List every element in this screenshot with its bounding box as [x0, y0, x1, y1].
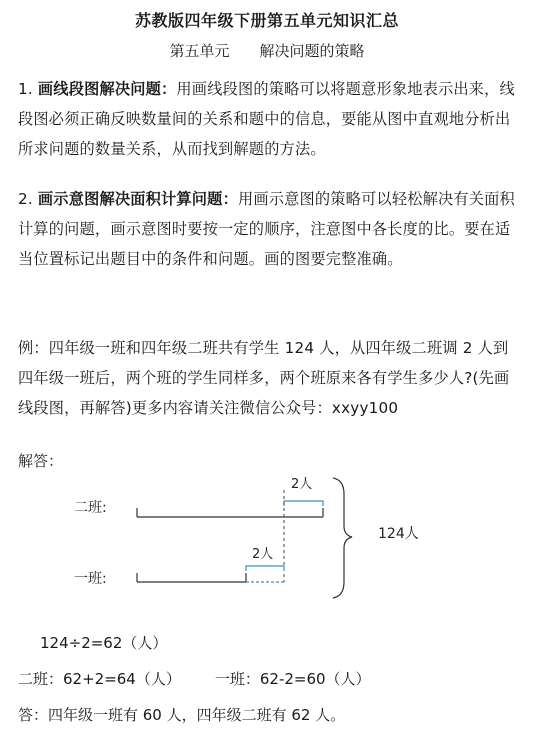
- solution-step-2: [18, 668, 371, 689]
- total-label: 124人: [378, 526, 419, 542]
- point-2: [18, 184, 518, 274]
- top-brace-label: 2人: [291, 477, 313, 492]
- example-problem: 例：四年级一班和四年级二班共有学生 124 人，从四年级二班调 2 人到四年级一班后，两个班的学生同样多，两个班原来各有学生多少人?(先画线段图，再解答)更多内容请关注微信公众号：xxyy100: [18, 339, 510, 417]
- bottom-brace-label: 2人: [252, 547, 274, 562]
- unit-subtitle: [0, 40, 534, 61]
- class2-label: 二班:: [74, 500, 107, 516]
- final-answer: 答：四年级一班有 60 人，四年级二班有 62 人。: [18, 706, 346, 724]
- solution-class1: 一班：62-2=60（人）: [214, 670, 371, 688]
- solution-step-1: 124÷2=62（人）: [40, 634, 168, 652]
- point-1-number: 1.: [18, 80, 33, 98]
- class1-label: 一班:: [74, 571, 107, 587]
- solution-class2: 二班：62+2=64（人）: [18, 670, 181, 688]
- point-2-heading: 画示意图解决面积计算问题：: [37, 190, 238, 208]
- point-1-body: 用画线段图的策略可以将题意形象地表示出来，线段图必须正确反映数量间的关系和题中的信息，要能从图中直观地分析出所求问题的数量关系，从而找到解题的方法。: [18, 80, 515, 158]
- point-2-body: 用画示意图的策略可以轻松解决有关面积计算的问题，画示意图时要按一定的顺序，注意图中各长度的比。要在适当位置标记出题目中的条件和问题。画的图要完整准确。: [18, 190, 515, 268]
- unit-label: 第五单元: [169, 42, 230, 60]
- point-1-heading: 画线段图解决问题：: [37, 80, 177, 98]
- answer-label: 解答：: [18, 452, 64, 470]
- topic-label: 解决问题的策略: [259, 42, 365, 60]
- line-segment-diagram: [0, 470, 534, 610]
- point-1: [18, 74, 518, 164]
- total-bracket: [333, 478, 352, 598]
- page-title: 苏教版四年级下册第五单元知识汇总: [134, 11, 399, 30]
- top-brace: [284, 501, 323, 506]
- bottom-brace: [246, 566, 284, 571]
- point-2-number: 2.: [18, 190, 33, 208]
